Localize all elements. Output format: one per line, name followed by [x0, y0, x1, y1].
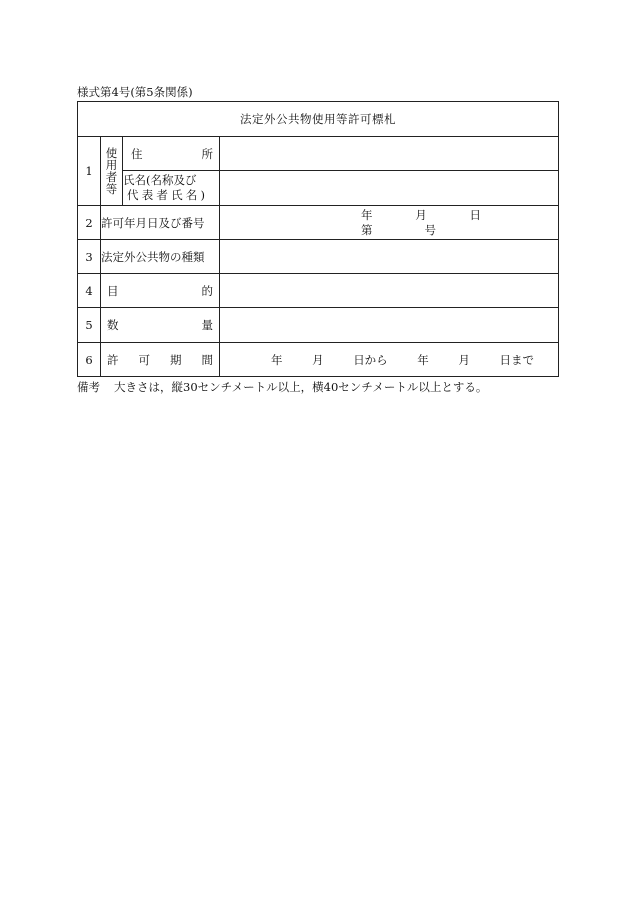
remarks-body: 大きさは，縦30センチメートル以上，横40センチメートル以上とする。	[114, 380, 488, 394]
label-char: 目	[107, 283, 119, 298]
label-char: 所	[201, 146, 213, 161]
purpose-value	[220, 274, 559, 308]
address-label	[123, 137, 220, 171]
table-row	[78, 171, 559, 206]
period-end-day: 日まで	[499, 352, 534, 367]
period-end-month: 月	[458, 352, 470, 367]
purpose-label	[101, 274, 220, 308]
label-char: 期	[170, 352, 182, 367]
vertical-char: 等	[105, 182, 118, 196]
date-year: 年	[361, 207, 373, 222]
row-number: 1	[78, 137, 101, 206]
form-number-label: 様式第4号(第5条関係)	[77, 85, 193, 99]
user-group-label	[101, 137, 123, 206]
row-number: 2	[78, 206, 101, 240]
permit-date-number-label: 許可年月日及び番号	[101, 206, 220, 240]
property-type-label: 法定外公共物の種類	[101, 240, 220, 274]
permit-period-value	[220, 343, 559, 377]
permit-sign-table	[77, 101, 559, 377]
label-char: 住	[131, 146, 143, 161]
form-title: 法定外公共物使用等許可標札	[78, 102, 559, 137]
name-label	[123, 171, 220, 206]
vertical-char: 使	[105, 146, 118, 160]
vertical-char: 者	[105, 170, 118, 184]
quantity-value	[220, 308, 559, 343]
name-label-line1: 氏名(名称及び	[123, 173, 197, 187]
label-char: 間	[201, 352, 213, 367]
remarks-heading: 備考	[77, 380, 100, 394]
table-row	[78, 137, 559, 171]
date-day: 日	[469, 207, 481, 222]
label-char: 的	[201, 283, 213, 298]
number-suffix: 号	[424, 222, 436, 237]
title-row	[78, 102, 559, 137]
table-row	[78, 343, 559, 377]
row-number: 6	[78, 343, 101, 377]
table-row	[78, 274, 559, 308]
remarks-note	[77, 379, 487, 395]
name-label-line2: 代表者氏名)	[127, 188, 209, 202]
number-prefix: 第	[361, 222, 373, 237]
property-type-value	[220, 240, 559, 274]
date-line	[361, 208, 481, 223]
label-char: 数	[107, 318, 119, 332]
row-number: 3	[78, 240, 101, 274]
period-start-day: 日から	[353, 352, 388, 367]
label-char: 可	[138, 352, 150, 367]
quantity-label	[101, 308, 220, 343]
table-row	[78, 308, 559, 343]
name-value-cell	[220, 171, 559, 206]
date-month: 月	[415, 207, 427, 222]
table-row	[78, 240, 559, 274]
label-char: 量	[201, 318, 213, 332]
address-value-cell	[220, 137, 559, 171]
row-number: 4	[78, 274, 101, 308]
vertical-char: 用	[105, 158, 118, 172]
table-row	[78, 206, 559, 240]
period-end-year: 年	[417, 352, 429, 367]
permit-period-label	[101, 343, 220, 377]
row-number: 5	[78, 308, 101, 343]
number-line	[361, 223, 436, 238]
permit-date-number-value	[220, 206, 559, 240]
label-char: 許	[107, 352, 119, 367]
period-start-month: 月	[312, 352, 324, 367]
period-start-year: 年	[271, 352, 283, 367]
